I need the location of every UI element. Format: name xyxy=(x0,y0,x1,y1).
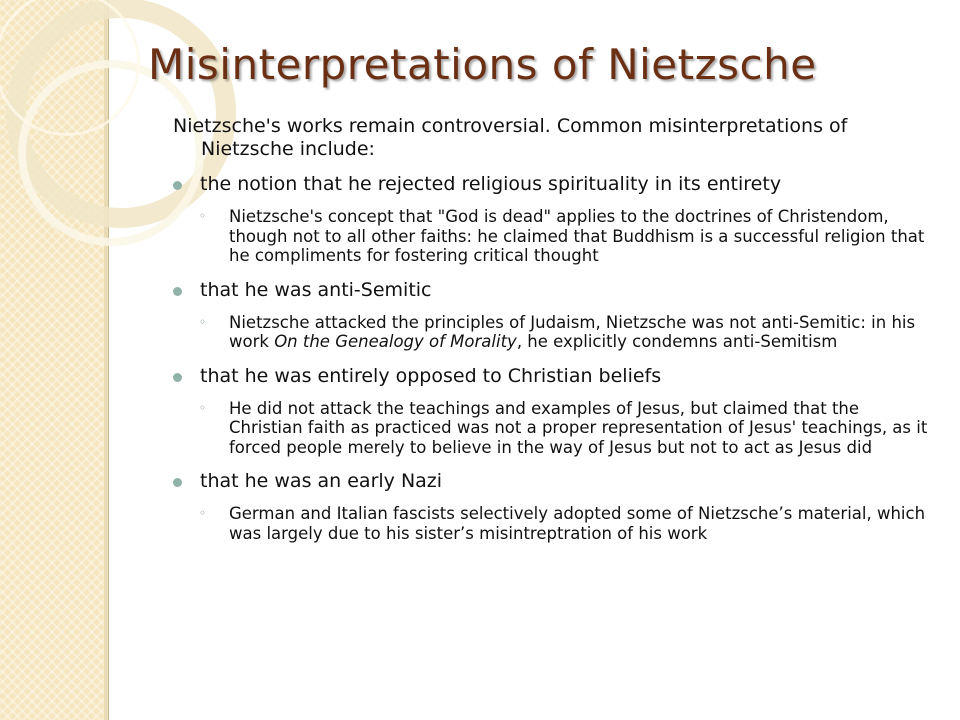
book-title: On the Genealogy of Morality xyxy=(274,332,517,351)
ring-bullet-icon: ◦ xyxy=(199,400,207,415)
bullet-dot-icon xyxy=(173,373,182,382)
bullet-text: the notion that he rejected religious spirituality in its entirety xyxy=(200,173,782,195)
sub-bullet-text-start: Nietzsche attacked the principles of Judaism, Nietzsche was not anti-Semitic: in his work xyxy=(229,312,916,351)
slide-title: Misinterpretations of Nietzsche xyxy=(148,40,817,89)
slide-body xyxy=(173,115,933,556)
bullet-dot-icon xyxy=(173,181,182,190)
bullet-item xyxy=(173,173,933,196)
bullet-item xyxy=(173,470,933,493)
sub-bullet-item xyxy=(173,399,933,458)
intro-text: Nietzsche's works remain controversial. Common misinterpretations of Nietzsche include: xyxy=(173,115,848,160)
sub-bullet-item xyxy=(173,313,933,352)
bullet-item xyxy=(173,365,933,388)
sub-bullet-text: He did not attack the teachings and examples of Jesus, but claimed that the Christian faith as practiced was not a proper representation of Jesus' teachings, as it forced people merely to believe in the way of Jesus but not to act as Jesus did xyxy=(229,398,928,457)
sub-bullet-item xyxy=(173,504,933,543)
ring-bullet-icon: ◦ xyxy=(199,314,207,329)
bullet-dot-icon xyxy=(173,478,182,487)
bullet-text: that he was an early Nazi xyxy=(200,470,443,492)
bullet-text: that he was entirely opposed to Christian beliefs xyxy=(200,364,662,387)
sub-bullet-text: Nietzsche's concept that "God is dead" applies to the doctrines of Christendom, though not to all other faiths: he claimed that Buddhism is a successful religion that he compliments for fostering critical thought xyxy=(229,207,925,265)
bullet-item xyxy=(173,279,933,302)
ring-bullet-icon: ◦ xyxy=(199,506,207,520)
bullet-text: that he was anti-Semitic xyxy=(200,278,432,301)
sub-bullet-item xyxy=(173,207,933,266)
bullet-dot-icon xyxy=(173,287,182,296)
sub-bullet-text: German and Italian fascists selectively adopted some of Nietzsche’s material, which was largely due to his sister’s misintreptration of his work xyxy=(229,504,926,543)
sub-bullet-text-end: , he explicitly condemns anti-Semitism xyxy=(516,332,838,351)
ring-bullet-icon: ◦ xyxy=(199,209,207,223)
